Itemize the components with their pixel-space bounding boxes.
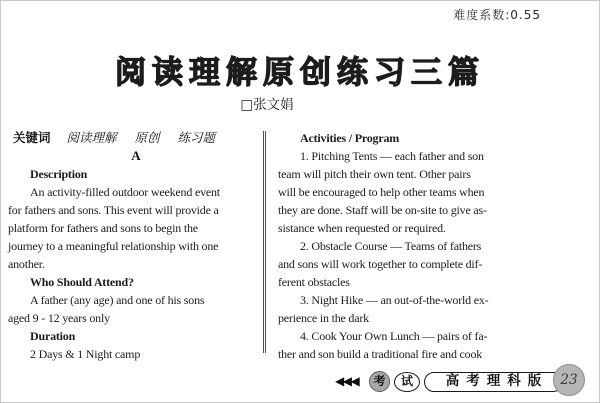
- text-line: ther and son build a traditional fire and cook: [278, 347, 483, 361]
- keyword-term: 练习题: [177, 130, 216, 145]
- text-line: another.: [8, 257, 45, 271]
- text-line: A father (any age) and one of his sons: [30, 293, 205, 307]
- text-line: Description: [30, 167, 88, 181]
- text-line: perience in the dark: [278, 311, 369, 325]
- text-line: journey to a meaningful relationship with one: [8, 239, 219, 253]
- text-line: Duration: [30, 329, 76, 343]
- text-line: An activity-filled outdoor weekend event: [30, 185, 220, 199]
- text-line: aged 9 - 12 years only: [8, 311, 110, 325]
- footer-arrows-icon: ◀◀◀: [335, 374, 359, 388]
- footer-edition-label: 高考理科版: [424, 372, 563, 392]
- text-line: 3. Night Hike — an out-of-the-world ex-: [300, 293, 489, 307]
- keywords-line: [8, 129, 264, 147]
- page-number-badge: 23: [553, 364, 585, 396]
- keyword-term: 阅读理解: [66, 130, 117, 145]
- text-line: ferent obstacles: [278, 275, 350, 289]
- difficulty-label: 难度系数:0.55: [453, 8, 541, 22]
- right-column-text: [278, 129, 528, 363]
- keywords-label: 关键词: [13, 130, 51, 145]
- text-line: 4. Cook Your Own Lunch — pairs of fa-: [300, 329, 488, 343]
- text-line: sistance when requested or required.: [278, 221, 446, 235]
- text-line: Who Should Attend?: [30, 275, 134, 289]
- section-label: A: [131, 148, 141, 163]
- text-line: and sons will work together to complete dif-: [278, 257, 483, 271]
- column-divider: [263, 131, 266, 353]
- footer: [331, 364, 599, 402]
- text-line: 2 Days & 1 Night camp: [30, 347, 141, 361]
- left-column: [8, 129, 264, 363]
- text-line: team will pitch their own tent. Other pairs: [278, 167, 471, 181]
- page-title: 阅读理解原创练习三篇: [115, 55, 485, 91]
- text-line: 1. Pitching Tents — each father and son: [300, 149, 484, 163]
- text-line: will be encouraged to help other teams when: [278, 185, 485, 199]
- footer-exam-badge-icon: 考: [369, 371, 390, 392]
- keywords-terms: [67, 131, 234, 145]
- footer-test-badge-icon: 试: [394, 372, 420, 392]
- keyword-term: 原创: [134, 130, 160, 145]
- right-column: [278, 129, 528, 363]
- author-byline: □张文娟: [240, 97, 294, 113]
- text-line: platform for fathers and sons to begin the: [8, 221, 198, 235]
- left-column-text: [8, 165, 264, 363]
- text-line: 2. Obstacle Course — Teams of fathers: [300, 239, 482, 253]
- text-line: Activities / Program: [300, 131, 400, 145]
- text-line: for fathers and sons. This event will provide a: [8, 203, 219, 217]
- text-line: they are done. Staff will be on-site to give as-: [278, 203, 487, 217]
